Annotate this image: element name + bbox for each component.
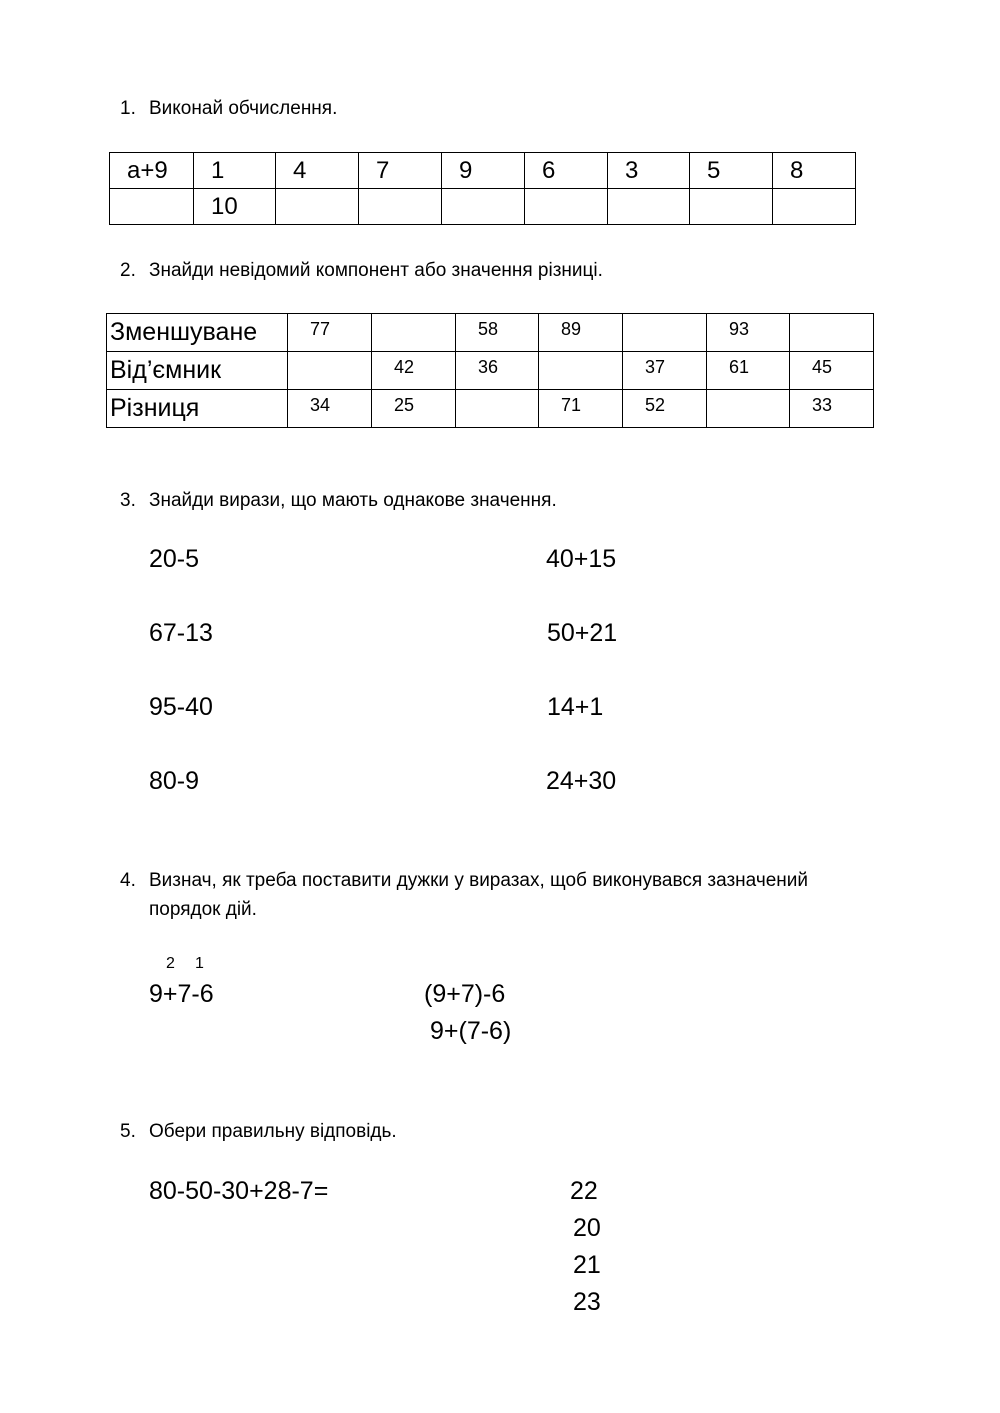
table-cell: 6 [525, 153, 608, 189]
table-cell: a+9 [110, 153, 194, 189]
table-cell: 5 [690, 153, 773, 189]
table-cell[interactable]: 25 [372, 390, 456, 428]
table-cell[interactable]: 89 [539, 314, 623, 352]
table-cell: 9 [442, 153, 525, 189]
table-cell[interactable] [372, 314, 456, 352]
table-cell[interactable]: 71 [539, 390, 623, 428]
answer-cell[interactable] [608, 189, 690, 225]
table-cell[interactable] [623, 314, 707, 352]
table-row [107, 314, 874, 352]
table-cell[interactable]: 37 [623, 352, 707, 390]
table-cell[interactable]: 36 [456, 352, 539, 390]
table-row [110, 153, 856, 189]
table-cell[interactable] [456, 390, 539, 428]
table-cell[interactable]: 45 [790, 352, 874, 390]
order-mark-1: 1 [195, 955, 204, 972]
expression-right-3[interactable]: 14+1 [547, 693, 604, 721]
answer-cell[interactable] [442, 189, 525, 225]
table-cell: 1 [194, 153, 276, 189]
table-cell: 4 [276, 153, 359, 189]
table-cell[interactable]: 52 [623, 390, 707, 428]
table-cell: 8 [773, 153, 856, 189]
expression-right-2[interactable]: 50+21 [547, 619, 618, 647]
bracket-option-1[interactable]: (9+7)-6 [424, 980, 506, 1008]
answer-cell[interactable]: 10 [194, 189, 276, 225]
answer-cell[interactable] [276, 189, 359, 225]
expression-left-2[interactable]: 67-13 [149, 619, 213, 647]
row-label: Зменшуване [107, 314, 288, 352]
task-4-heading-line2: порядок дій. [149, 899, 257, 920]
table-row [110, 189, 856, 225]
task-2-table [106, 313, 874, 428]
table-cell[interactable] [790, 314, 874, 352]
table-cell: 7 [359, 153, 442, 189]
answer-option-1[interactable]: 22 [570, 1177, 598, 1205]
table-cell[interactable]: 77 [288, 314, 372, 352]
answer-option-2[interactable]: 20 [573, 1214, 601, 1242]
table-cell[interactable]: 33 [790, 390, 874, 428]
order-mark-2: 2 [166, 955, 175, 972]
table-cell[interactable] [539, 352, 623, 390]
table-row [107, 390, 874, 428]
table-cell: 3 [608, 153, 690, 189]
task-5-expression: 80-50-30+28-7= [149, 1177, 329, 1205]
row-label: Різниця [107, 390, 288, 428]
expression-left-3[interactable]: 95-40 [149, 693, 213, 721]
table-cell[interactable]: 58 [456, 314, 539, 352]
task-4-expression: 9+7-6 [149, 980, 214, 1008]
expression-right-1[interactable]: 40+15 [546, 545, 617, 573]
table-cell[interactable]: 42 [372, 352, 456, 390]
table-cell[interactable]: 93 [707, 314, 790, 352]
table-cell[interactable]: 61 [707, 352, 790, 390]
row-label: Від’ємник [107, 352, 288, 390]
bracket-option-2[interactable]: 9+(7-6) [430, 1017, 512, 1045]
task-1-table [109, 152, 856, 225]
table-cell[interactable] [707, 390, 790, 428]
answer-option-3[interactable]: 21 [573, 1251, 601, 1279]
answer-cell[interactable] [359, 189, 442, 225]
expression-right-4[interactable]: 24+30 [546, 767, 617, 795]
table-row [107, 352, 874, 390]
table-cell[interactable] [288, 352, 372, 390]
expression-left-4[interactable]: 80-9 [149, 767, 200, 795]
answer-cell[interactable] [773, 189, 856, 225]
answer-cell[interactable] [525, 189, 608, 225]
answer-option-4[interactable]: 23 [573, 1288, 601, 1316]
expression-left-1[interactable]: 20-5 [149, 545, 200, 573]
table-cell[interactable]: 34 [288, 390, 372, 428]
answer-cell[interactable] [690, 189, 773, 225]
answer-cell[interactable] [110, 189, 194, 225]
